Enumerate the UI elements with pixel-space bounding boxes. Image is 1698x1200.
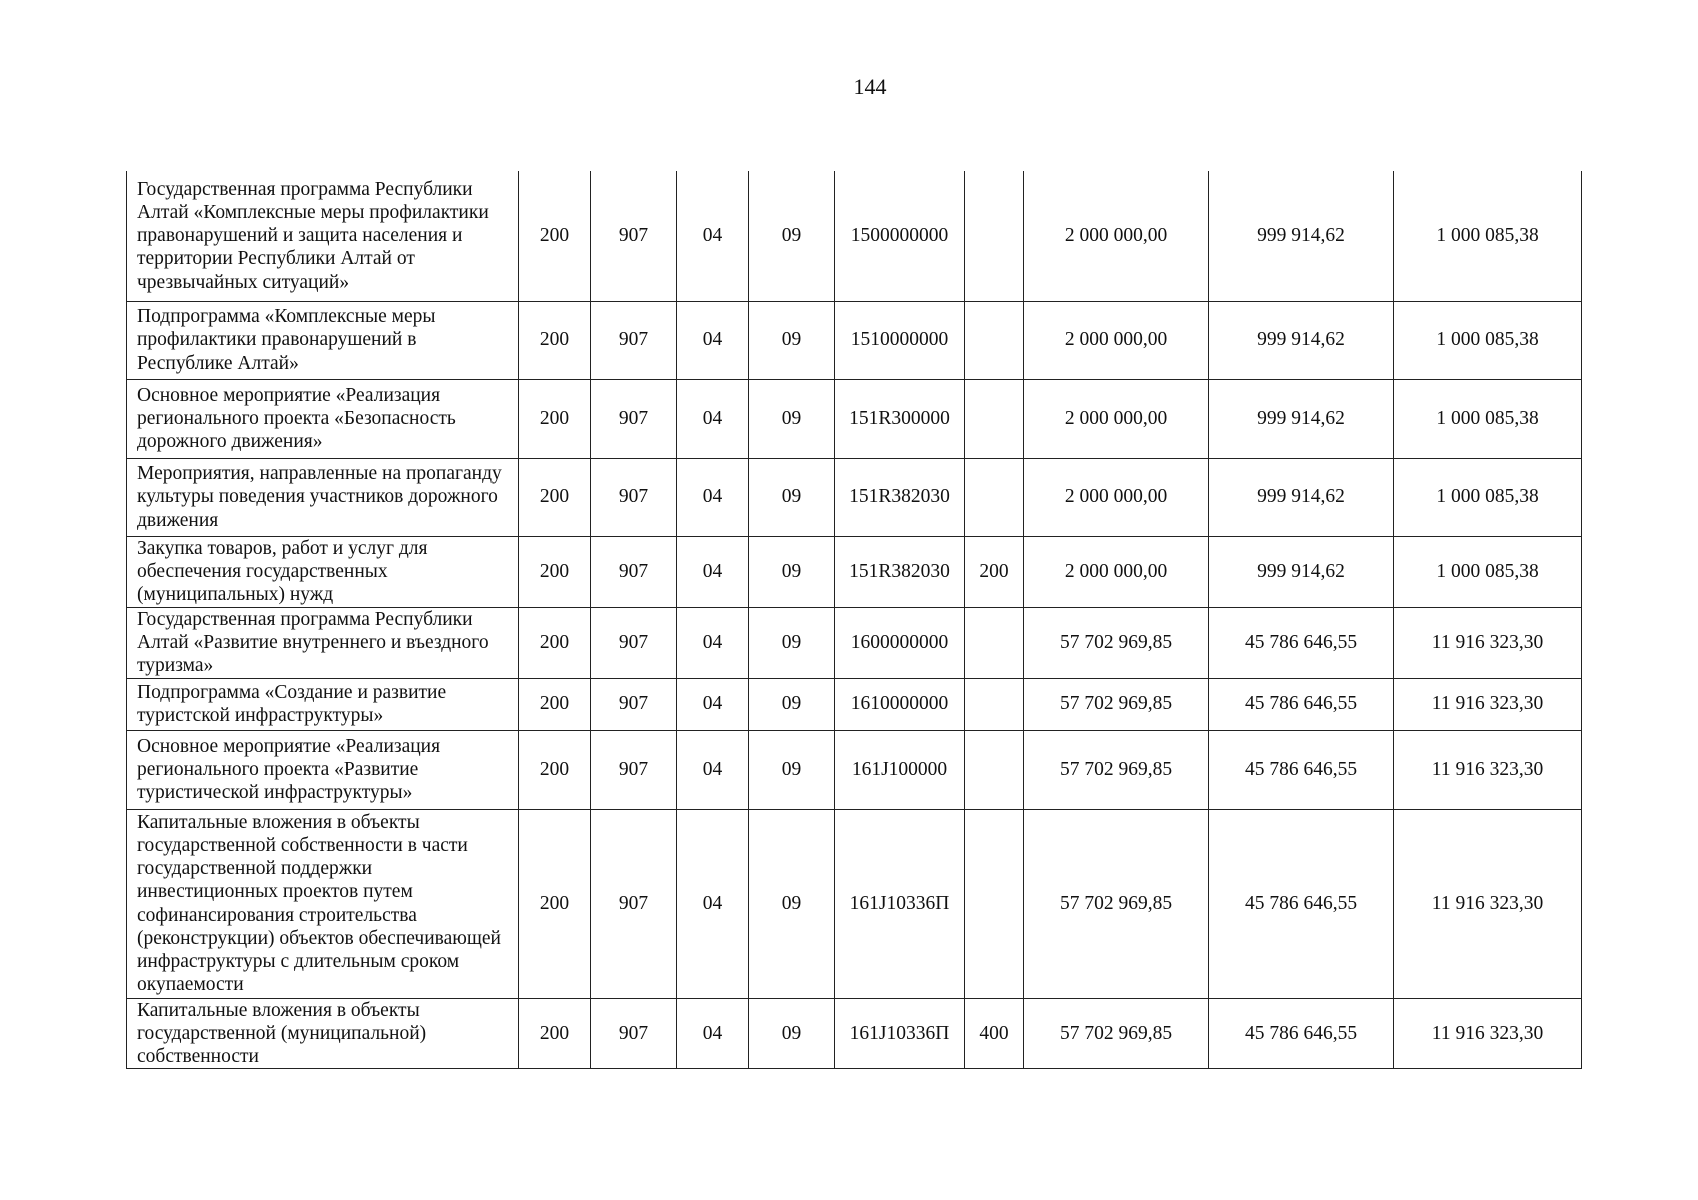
cell-col-907: 907 [591, 678, 677, 730]
table-row [127, 730, 1582, 809]
row-name-cell: Подпрограмма «Комплексные меры профилактики правонарушений в Республике Алтай» [127, 301, 519, 379]
cell-amount-remaining: 1 000 085,38 [1394, 301, 1582, 379]
cell-col-04: 04 [677, 809, 749, 998]
cell-amount-planned: 2 000 000,00 [1024, 171, 1209, 301]
cell-col-907: 907 [591, 998, 677, 1069]
cell-col-04: 04 [677, 678, 749, 730]
cell-target-code: 1500000000 [835, 171, 965, 301]
cell-amount-remaining: 11 916 323,30 [1394, 678, 1582, 730]
cell-col-200: 200 [519, 678, 591, 730]
row-name-cell: Основное мероприятие «Реализация регионального проекта «Безопасность дорожного движения» [127, 379, 519, 458]
cell-amount-planned: 57 702 969,85 [1024, 730, 1209, 809]
budget-table [126, 171, 1582, 1069]
cell-expense-type [965, 607, 1024, 678]
table-row [127, 379, 1582, 458]
cell-target-code: 1610000000 [835, 678, 965, 730]
cell-target-code: 1600000000 [835, 607, 965, 678]
table-row [127, 809, 1582, 998]
cell-col-04: 04 [677, 536, 749, 607]
cell-col-907: 907 [591, 301, 677, 379]
row-name-cell: Капитальные вложения в объекты государственной собственности в части государственной поддержки инвестиционных проектов путем софинансирования строительства (реконструкции) объектов обеспечивающей инфраструктуры с длительным сроком окупаемости [127, 809, 519, 998]
cell-target-code: 1510000000 [835, 301, 965, 379]
cell-amount-executed: 999 914,62 [1209, 301, 1394, 379]
cell-target-code: 161J10336П [835, 809, 965, 998]
cell-expense-type [965, 301, 1024, 379]
cell-col-09: 09 [749, 379, 835, 458]
row-name-cell: Основное мероприятие «Реализация регионального проекта «Развитие туристической инфраструктуры» [127, 730, 519, 809]
cell-col-200: 200 [519, 730, 591, 809]
cell-amount-remaining: 11 916 323,30 [1394, 730, 1582, 809]
cell-amount-planned: 2 000 000,00 [1024, 536, 1209, 607]
row-name-cell: Государственная программа Республики Алтай «Развитие внутреннего и въездного туризма» [127, 607, 519, 678]
cell-col-04: 04 [677, 379, 749, 458]
table-row [127, 458, 1582, 536]
cell-amount-planned: 57 702 969,85 [1024, 607, 1209, 678]
row-name-cell: Государственная программа Республики Алтай «Комплексные меры профилактики правонарушений и защита населения и территории Республики Алтай от чрезвычайных ситуаций» [127, 171, 519, 301]
cell-amount-executed: 999 914,62 [1209, 458, 1394, 536]
cell-col-200: 200 [519, 458, 591, 536]
cell-amount-remaining: 11 916 323,30 [1394, 809, 1582, 998]
table-row [127, 301, 1582, 379]
cell-expense-type: 200 [965, 536, 1024, 607]
cell-amount-planned: 2 000 000,00 [1024, 301, 1209, 379]
row-name-cell: Капитальные вложения в объекты государственной (муниципальной) собственности [127, 998, 519, 1069]
cell-col-200: 200 [519, 171, 591, 301]
cell-col-04: 04 [677, 171, 749, 301]
cell-amount-executed: 999 914,62 [1209, 536, 1394, 607]
cell-col-04: 04 [677, 730, 749, 809]
cell-expense-type [965, 678, 1024, 730]
cell-target-code: 161J10336П [835, 998, 965, 1069]
cell-col-09: 09 [749, 730, 835, 809]
cell-expense-type [965, 458, 1024, 536]
table-row [127, 171, 1582, 301]
cell-amount-planned: 2 000 000,00 [1024, 458, 1209, 536]
cell-amount-planned: 57 702 969,85 [1024, 809, 1209, 998]
cell-col-907: 907 [591, 171, 677, 301]
row-name-cell: Закупка товаров, работ и услуг для обеспечения государственных (муниципальных) нужд [127, 536, 519, 607]
cell-col-200: 200 [519, 809, 591, 998]
cell-amount-planned: 2 000 000,00 [1024, 379, 1209, 458]
cell-col-200: 200 [519, 607, 591, 678]
cell-amount-executed: 45 786 646,55 [1209, 998, 1394, 1069]
cell-amount-executed: 45 786 646,55 [1209, 678, 1394, 730]
cell-col-907: 907 [591, 536, 677, 607]
cell-col-09: 09 [749, 678, 835, 730]
cell-col-09: 09 [749, 607, 835, 678]
cell-target-code: 151R382030 [835, 536, 965, 607]
cell-col-200: 200 [519, 536, 591, 607]
cell-amount-remaining: 11 916 323,30 [1394, 998, 1582, 1069]
table-body [127, 171, 1582, 1069]
cell-amount-executed: 999 914,62 [1209, 171, 1394, 301]
cell-expense-type [965, 379, 1024, 458]
cell-amount-executed: 45 786 646,55 [1209, 730, 1394, 809]
cell-amount-planned: 57 702 969,85 [1024, 998, 1209, 1069]
page-number: 144 [853, 74, 887, 99]
cell-amount-executed: 999 914,62 [1209, 379, 1394, 458]
table-row [127, 607, 1582, 678]
cell-col-907: 907 [591, 379, 677, 458]
cell-col-09: 09 [749, 458, 835, 536]
cell-col-09: 09 [749, 998, 835, 1069]
cell-expense-type [965, 171, 1024, 301]
cell-target-code: 151R300000 [835, 379, 965, 458]
cell-col-200: 200 [519, 379, 591, 458]
cell-expense-type: 400 [965, 998, 1024, 1069]
cell-target-code: 161J100000 [835, 730, 965, 809]
cell-col-04: 04 [677, 301, 749, 379]
cell-col-200: 200 [519, 998, 591, 1069]
cell-amount-planned: 57 702 969,85 [1024, 678, 1209, 730]
table-row [127, 536, 1582, 607]
row-name-cell: Мероприятия, направленные на пропаганду культуры поведения участников дорожного движения [127, 458, 519, 536]
row-name-cell: Подпрограмма «Создание и развитие туристской инфраструктуры» [127, 678, 519, 730]
cell-col-04: 04 [677, 998, 749, 1069]
cell-col-09: 09 [749, 301, 835, 379]
cell-col-04: 04 [677, 607, 749, 678]
cell-amount-executed: 45 786 646,55 [1209, 809, 1394, 998]
cell-col-907: 907 [591, 730, 677, 809]
cell-col-09: 09 [749, 171, 835, 301]
cell-expense-type [965, 730, 1024, 809]
cell-amount-remaining: 1 000 085,38 [1394, 171, 1582, 301]
cell-amount-remaining: 11 916 323,30 [1394, 607, 1582, 678]
cell-amount-executed: 45 786 646,55 [1209, 607, 1394, 678]
cell-col-907: 907 [591, 607, 677, 678]
cell-amount-remaining: 1 000 085,38 [1394, 458, 1582, 536]
cell-amount-remaining: 1 000 085,38 [1394, 536, 1582, 607]
cell-col-09: 09 [749, 536, 835, 607]
cell-expense-type [965, 809, 1024, 998]
cell-col-04: 04 [677, 458, 749, 536]
cell-col-200: 200 [519, 301, 591, 379]
table-row [127, 998, 1582, 1069]
table-row [127, 678, 1582, 730]
cell-col-907: 907 [591, 809, 677, 998]
cell-col-907: 907 [591, 458, 677, 536]
cell-col-09: 09 [749, 809, 835, 998]
cell-amount-remaining: 1 000 085,38 [1394, 379, 1582, 458]
cell-target-code: 151R382030 [835, 458, 965, 536]
